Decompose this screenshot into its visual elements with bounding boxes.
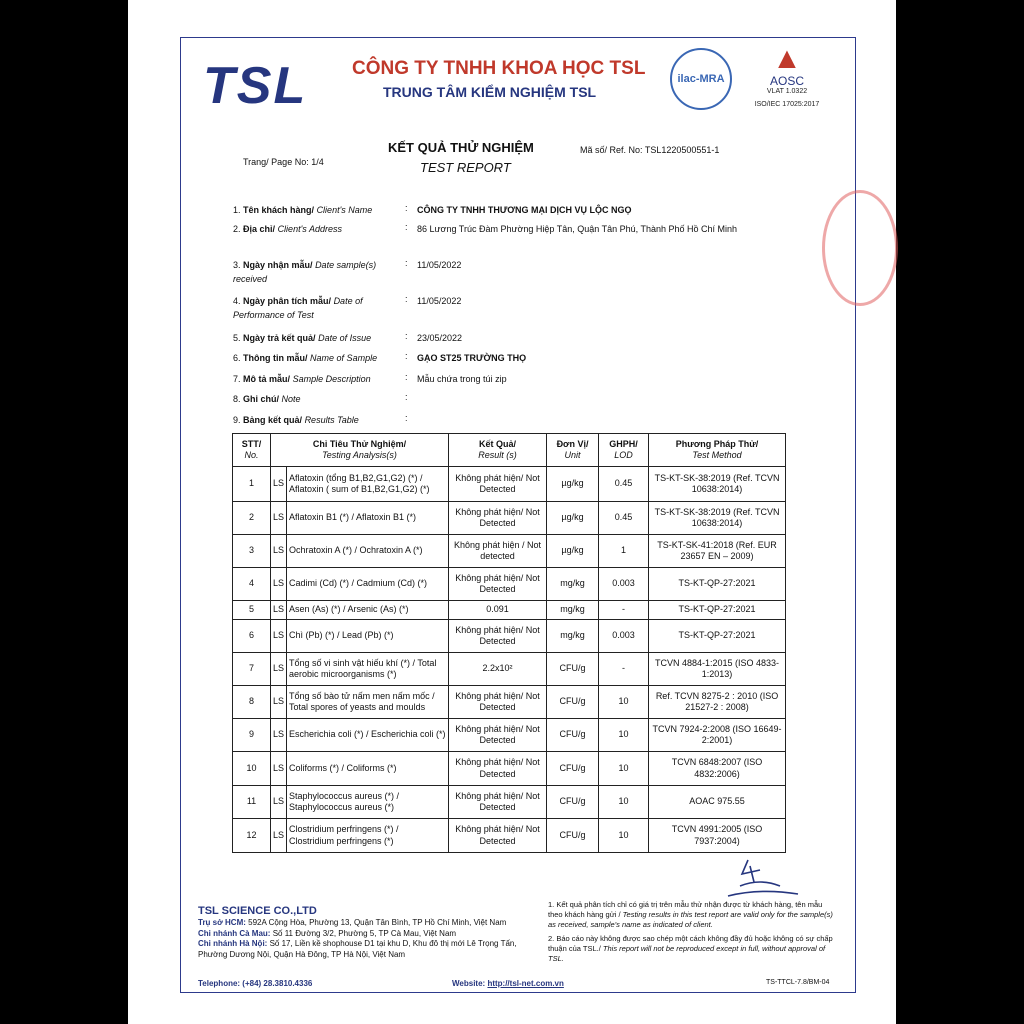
info-label: 7. Mô tả mẫu/ Sample Description bbox=[233, 374, 371, 384]
cell-method: TCVN 4991:2005 (ISO 7937:2004) bbox=[649, 819, 786, 853]
cell-lod: 10 bbox=[599, 819, 649, 853]
form-code: TS-TTCL-7.8/BM-04 bbox=[766, 979, 830, 986]
table-row bbox=[233, 502, 786, 535]
info-colon: : bbox=[405, 294, 408, 304]
cell-result: Không phát hiện/ Not Detected bbox=[449, 819, 547, 853]
cell-result: Không phát hiện/ Not Detected bbox=[449, 752, 547, 786]
cell-ls: LS bbox=[271, 686, 287, 719]
cell-analysis: Aflatoxin B1 (*) / Aflatoxin B1 (*) bbox=[287, 502, 449, 535]
col-header-method: Phương Pháp Thử/ Test Method bbox=[649, 434, 786, 467]
cell-unit: CFU/g bbox=[547, 686, 599, 719]
cell-analysis: Clostridium perfringens (*) / Clostridium perfringens (*) bbox=[287, 819, 449, 853]
footer-hanoi: Chi nhánh Hà Nội: Số 17, Liền kề shophouse D1 tại khu D, Khu đô thị mới Lê Trọng Tấn, Phường Dương Nội, Quận Hà Đông, TP Hà Nội, Việt Nam bbox=[198, 939, 517, 959]
cell-lod: 10 bbox=[599, 786, 649, 819]
ref-label: Mã số/ Ref. No: bbox=[580, 145, 643, 155]
cell-ls: LS bbox=[271, 467, 287, 502]
cell-analysis: Staphylococcus aureus (*) / Staphylococcus aureus (*) bbox=[287, 786, 449, 819]
col-header-lod: GHPH/ LOD bbox=[599, 434, 649, 467]
info-colon: : bbox=[405, 351, 408, 361]
cell-method: Ref. TCVN 8275-2 : 2010 (ISO 21527-2 : 2008) bbox=[649, 686, 786, 719]
cell-lod: 0.003 bbox=[599, 568, 649, 601]
cell-analysis: Cadimi (Cd) (*) / Cadmium (Cd) (*) bbox=[287, 568, 449, 601]
cell-result: Không phát hiện / Not detected bbox=[449, 535, 547, 568]
info-label: 8. Ghi chú/ Note bbox=[233, 394, 301, 404]
info-value: 86 Lương Trúc Đàm Phường Hiệp Tân, Quận Tân Phú, Thành Phố Hồ Chí Minh bbox=[417, 224, 738, 234]
cell-result: Không phát hiện/ Not Detected bbox=[449, 686, 547, 719]
cell-no: 7 bbox=[233, 653, 271, 686]
col-header-no: STT/ No. bbox=[233, 434, 271, 467]
cell-unit: CFU/g bbox=[547, 752, 599, 786]
cell-unit: CFU/g bbox=[547, 819, 599, 853]
footer-camau: Chi nhánh Cà Mau: Số 11 Đường 3/2, Phường 5, TP Cà Mau, Việt Nam bbox=[198, 928, 457, 938]
cell-ls: LS bbox=[271, 752, 287, 786]
cell-method: TCVN 7924-2:2008 (ISO 16649-2:2001) bbox=[649, 719, 786, 752]
col-header-result: Kết Quả/ Result (s) bbox=[449, 434, 547, 467]
cell-analysis: Tổng số bào tử nấm men nấm mốc / Total spores of yeasts and moulds bbox=[287, 686, 449, 719]
cell-result: Không phát hiện/ Not Detected bbox=[449, 467, 547, 502]
cell-analysis: Chì (Pb) (*) / Lead (Pb) (*) bbox=[287, 620, 449, 653]
center-name: TRUNG TÂM KIỂM NGHIỆM TSL bbox=[383, 84, 597, 100]
info-colon: : bbox=[405, 258, 408, 268]
cell-method: TS-KT-QP-27:2021 bbox=[649, 568, 786, 601]
info-label: 3. Ngày nhận mẫu/ Date sample(s) received bbox=[233, 260, 377, 284]
cell-unit: mg/kg bbox=[547, 568, 599, 601]
cell-method: TS-KT-SK-41:2018 (Ref. EUR 23657 EN – 2009) bbox=[649, 535, 786, 568]
footer-hq: Trụ sở HCM: 592A Cộng Hòa, Phường 13, Quận Tân Bình, TP Hồ Chí Minh, Việt Nam bbox=[198, 918, 507, 927]
cell-method: AOAC 975.55 bbox=[649, 786, 786, 819]
footer-contact bbox=[198, 904, 538, 960]
info-label: 2. Địa chỉ/ Client's Address bbox=[233, 224, 342, 234]
cell-no: 5 bbox=[233, 601, 271, 620]
table-row bbox=[233, 620, 786, 653]
aosc-accreditation-logo bbox=[742, 44, 832, 108]
table-row bbox=[233, 467, 786, 502]
page-value: 1/4 bbox=[311, 157, 324, 167]
cell-no: 3 bbox=[233, 535, 271, 568]
cell-no: 11 bbox=[233, 786, 271, 819]
page-number bbox=[243, 157, 324, 167]
cell-result: 2.2x10² bbox=[449, 653, 547, 686]
cell-ls: LS bbox=[271, 601, 287, 620]
info-colon: : bbox=[405, 222, 408, 232]
cell-no: 12 bbox=[233, 819, 271, 853]
cell-method: TCVN 6848:2007 (ISO 4832:2006) bbox=[649, 752, 786, 786]
info-label: 5. Ngày trả kết quả/ Date of Issue bbox=[233, 333, 372, 343]
company-name: CÔNG TY TNHH KHOA HỌC TSL bbox=[352, 58, 646, 79]
cell-ls: LS bbox=[271, 653, 287, 686]
cell-no: 8 bbox=[233, 686, 271, 719]
info-value: 11/05/2022 bbox=[417, 260, 462, 270]
page-label: Trang/ Page No: bbox=[243, 157, 309, 167]
reference-number bbox=[580, 145, 719, 155]
cell-ls: LS bbox=[271, 786, 287, 819]
cell-lod: - bbox=[599, 653, 649, 686]
cell-unit: CFU/g bbox=[547, 653, 599, 686]
cell-result: Không phát hiện/ Not Detected bbox=[449, 502, 547, 535]
footer-phone: Telephone: (+84) 28.3810.4336 bbox=[198, 979, 313, 988]
cell-ls: LS bbox=[271, 568, 287, 601]
cell-unit: CFU/g bbox=[547, 719, 599, 752]
cell-analysis: Aflatoxin (tổng B1,B2,G1,G2) (*) / Aflatoxin ( sum of B1,B2,G1,G2) (*) bbox=[287, 467, 449, 502]
cell-lod: 1 bbox=[599, 535, 649, 568]
cell-result: Không phát hiện/ Not Detected bbox=[449, 719, 547, 752]
cell-no: 10 bbox=[233, 752, 271, 786]
footer-website: Website: http://tsl-net.com.vn bbox=[452, 979, 564, 988]
cell-unit: µg/kg bbox=[547, 502, 599, 535]
table-row bbox=[233, 819, 786, 853]
table-row bbox=[233, 719, 786, 752]
cell-unit: CFU/g bbox=[547, 786, 599, 819]
info-label: 6. Thông tin mẫu/ Name of Sample bbox=[233, 353, 378, 363]
cell-method: TS-KT-SK-38:2019 (Ref. TCVN 10638:2014) bbox=[649, 467, 786, 502]
cell-analysis: Ochratoxin A (*) / Ochratoxin A (*) bbox=[287, 535, 449, 568]
results-table bbox=[232, 433, 786, 853]
cell-analysis: Asen (As) (*) / Arsenic (As) (*) bbox=[287, 601, 449, 620]
info-label: 1. Tên khách hàng/ Client's Name bbox=[233, 205, 373, 215]
info-colon: : bbox=[405, 413, 408, 423]
cell-lod: - bbox=[599, 601, 649, 620]
cell-lod: 10 bbox=[599, 752, 649, 786]
cell-unit: mg/kg bbox=[547, 601, 599, 620]
vlat-code: VLAT 1.0322 bbox=[766, 88, 808, 95]
cell-method: TCVN 4884-1:2015 (ISO 4833-1:2013) bbox=[649, 653, 786, 686]
footer-notes bbox=[548, 900, 838, 964]
cell-result: Không phát hiện/ Not Detected bbox=[449, 620, 547, 653]
cell-ls: LS bbox=[271, 502, 287, 535]
cell-lod: 0.003 bbox=[599, 620, 649, 653]
cell-method: TS-KT-QP-27:2021 bbox=[649, 620, 786, 653]
table-row bbox=[233, 601, 786, 620]
table-row bbox=[233, 568, 786, 601]
cell-no: 4 bbox=[233, 568, 271, 601]
cell-ls: LS bbox=[271, 620, 287, 653]
info-value: CÔNG TY TNHH THƯƠNG MẠI DỊCH VỤ LỘC NGỌ bbox=[417, 205, 632, 215]
signature bbox=[720, 852, 800, 902]
cell-analysis: Coliforms (*) / Coliforms (*) bbox=[287, 752, 449, 786]
info-value: 11/05/2022 bbox=[417, 296, 462, 306]
cell-lod: 0.45 bbox=[599, 467, 649, 502]
ref-value: TSL1220500551-1 bbox=[644, 145, 720, 155]
cell-unit: mg/kg bbox=[547, 620, 599, 653]
aosc-triangle-icon: ▲ bbox=[772, 42, 802, 75]
ilac-mra-icon: ilac-MRA bbox=[670, 48, 732, 110]
info-colon: : bbox=[405, 392, 408, 402]
table-row bbox=[233, 686, 786, 719]
table-header-row bbox=[233, 434, 786, 467]
cell-result: Không phát hiện/ Not Detected bbox=[449, 786, 547, 819]
cell-result: Không phát hiện/ Not Detected bbox=[449, 568, 547, 601]
table-row bbox=[233, 653, 786, 686]
info-colon: : bbox=[405, 331, 408, 341]
col-header-unit: Đơn Vị/ Unit bbox=[547, 434, 599, 467]
cell-ls: LS bbox=[271, 719, 287, 752]
cell-no: 9 bbox=[233, 719, 271, 752]
cell-unit: µg/kg bbox=[547, 535, 599, 568]
aosc-label: AOSC bbox=[769, 74, 804, 88]
info-label: 9. Bảng kết quả/ Results Table bbox=[233, 415, 359, 425]
iso-standard: ISO/IEC 17025:2017 bbox=[754, 101, 820, 108]
info-value: GẠO ST25 TRƯỜNG THỌ bbox=[417, 353, 527, 363]
cell-unit: µg/kg bbox=[547, 467, 599, 502]
cell-result: 0.091 bbox=[449, 601, 547, 620]
cell-no: 6 bbox=[233, 620, 271, 653]
info-value: 23/05/2022 bbox=[417, 333, 463, 343]
cell-method: TS-KT-SK-38:2019 (Ref. TCVN 10638:2014) bbox=[649, 502, 786, 535]
info-colon: : bbox=[405, 203, 408, 213]
cell-analysis: Tổng số vi sinh vật hiếu khí (*) / Total aerobic microorganisms (*) bbox=[287, 653, 449, 686]
cell-ls: LS bbox=[271, 819, 287, 853]
info-label: 4. Ngày phân tích mẫu/ Date of Performance of Test bbox=[233, 296, 363, 320]
table-row bbox=[233, 535, 786, 568]
table-row bbox=[233, 786, 786, 819]
cell-no: 1 bbox=[233, 467, 271, 502]
report-title-en: TEST REPORT bbox=[420, 160, 511, 175]
footer-company: TSL SCIENCE CO.,LTD bbox=[198, 905, 317, 917]
website-link[interactable]: http://tsl-net.com.vn bbox=[487, 979, 564, 988]
cell-no: 2 bbox=[233, 502, 271, 535]
table-row bbox=[233, 752, 786, 786]
footer-note-2: 2. Báo cáo này không được sao chép một cách không đầy đủ hoặc không có sự chấp thuận của TSL./ This report will not be reproduced except in full, without approval of TSL. bbox=[548, 934, 833, 963]
cell-lod: 0.45 bbox=[599, 502, 649, 535]
cell-method: TS-KT-QP-27:2021 bbox=[649, 601, 786, 620]
tsl-logo: TSL bbox=[203, 57, 308, 115]
cell-lod: 10 bbox=[599, 686, 649, 719]
cell-ls: LS bbox=[271, 535, 287, 568]
col-header-analysis: Chỉ Tiêu Thử Nghiệm/ Testing Analysis(s) bbox=[271, 434, 449, 467]
report-title-vn: KẾT QUẢ THỬ NGHIỆM bbox=[388, 140, 534, 155]
footer-note-1: 1. Kết quả phân tích chỉ có giá trị trên mẫu thử nhận được từ khách hàng, tên mẫu theo khách hàng gửi / Testing results in this test report are valid only for the sample(s) as received, sample's name as indicated of client. bbox=[548, 900, 833, 929]
info-value: Mẫu chứa trong túi zip bbox=[417, 374, 507, 384]
red-stamp-seal bbox=[822, 190, 898, 306]
cell-lod: 10 bbox=[599, 719, 649, 752]
info-colon: : bbox=[405, 372, 408, 382]
cell-analysis: Escherichia coli (*) / Escherichia coli (*) bbox=[287, 719, 449, 752]
